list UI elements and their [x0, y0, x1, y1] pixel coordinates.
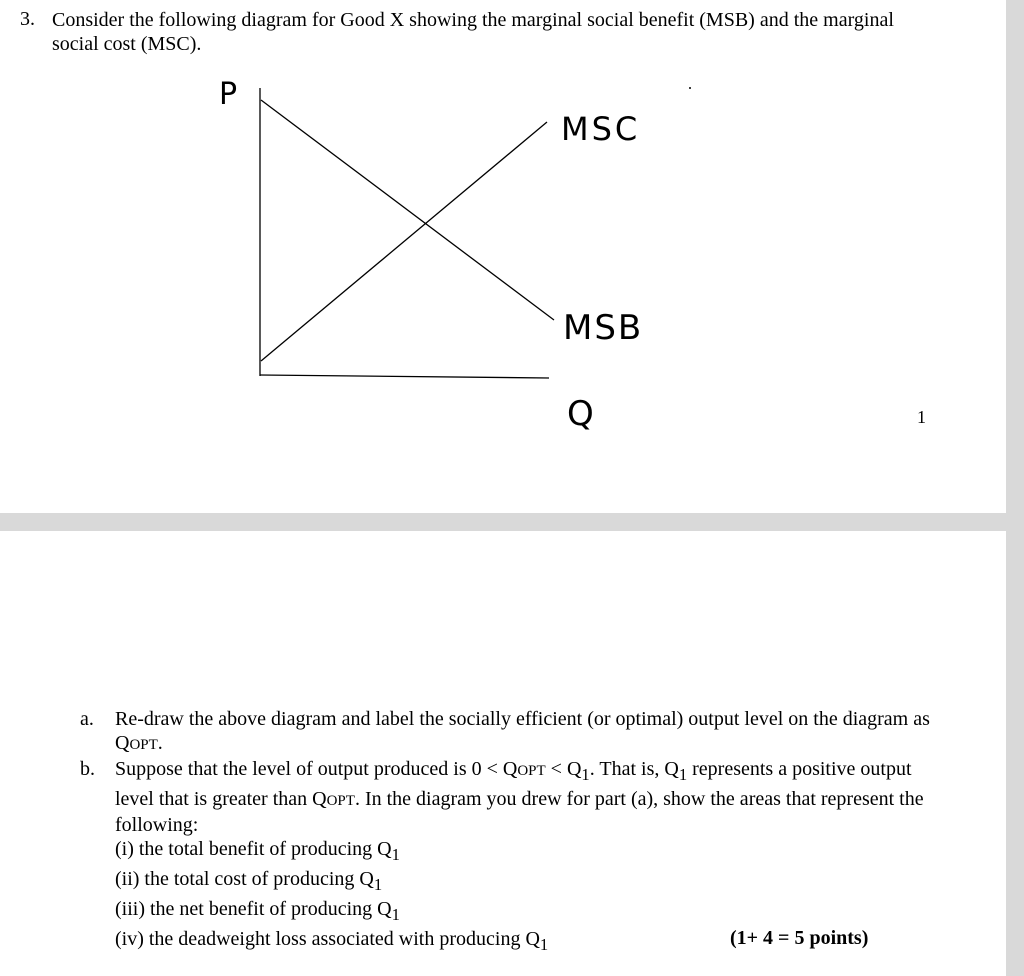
- part-b-intro-3: . That is, Q: [589, 758, 679, 780]
- part-b-item-i: [115, 837, 940, 867]
- item-i-sub: 1: [391, 845, 400, 864]
- right-gutter: [1006, 0, 1024, 976]
- item-ii-sub: 1: [373, 875, 383, 894]
- msb-label: MSB: [563, 308, 644, 348]
- part-b-item-iii: [115, 897, 940, 927]
- item-iii-sub: 1: [391, 905, 400, 924]
- item-iv-text: (iv) the deadweight loss associated with producing Q: [115, 928, 540, 950]
- question-number: 3.: [20, 8, 35, 30]
- points-total: (1+ 4 = 5 points): [730, 927, 869, 949]
- y-axis-label: P: [219, 77, 238, 112]
- part-b-intro-1: Suppose that the level of output produced is 0 < Q: [115, 758, 518, 780]
- part-a-text-main: Re-draw the above diagram and label the socially efficient (or optimal) output level on the diagram as Q: [115, 708, 930, 754]
- part-b-intro-4: represents a positive output level that is greater than Q: [115, 758, 912, 810]
- q-opt-subscript: OPT: [129, 737, 158, 753]
- x-axis: [260, 375, 549, 378]
- part-a-letter: a.: [80, 708, 94, 730]
- item-iii-text: (iii) the net benefit of producing Q: [115, 898, 392, 920]
- part-a: [80, 707, 940, 757]
- item-i-text: (i) the total benefit of producing Q: [115, 838, 392, 860]
- msb-curve: [261, 100, 554, 320]
- part-b-intro-sub-1: OPT: [517, 763, 546, 779]
- part-b-intro-2: < Q: [545, 758, 582, 780]
- msc-curve: [261, 122, 547, 361]
- part-a-text: [115, 707, 940, 757]
- page-number: 1: [917, 407, 926, 427]
- stray-dot: [689, 87, 691, 89]
- item-ii-text: (ii) the total cost of producing Q: [115, 868, 374, 890]
- x-axis-label: Q: [567, 394, 594, 434]
- part-b-intro-sub-4: OPT: [326, 793, 355, 809]
- part-b-item-ii: [115, 867, 940, 897]
- question-text: Consider the following diagram for Good X showing the marginal social benefit (MSB) and the marginal social cost (MSC).: [52, 9, 894, 55]
- page-separator: [0, 513, 1024, 531]
- part-b-intro-5: . In the diagram you drew for part (a), show the areas that represent the following:: [115, 788, 924, 836]
- part-b-intro: [115, 757, 940, 837]
- msc-label: MSC: [561, 110, 641, 148]
- part-b-letter: b.: [80, 758, 95, 780]
- item-iv-sub: 1: [539, 935, 549, 954]
- part-b-intro-sub-2: 1: [581, 765, 590, 784]
- question-parts: [80, 707, 940, 957]
- part-a-text-end: .: [157, 732, 163, 754]
- part-b-intro-sub-3: 1: [678, 765, 688, 784]
